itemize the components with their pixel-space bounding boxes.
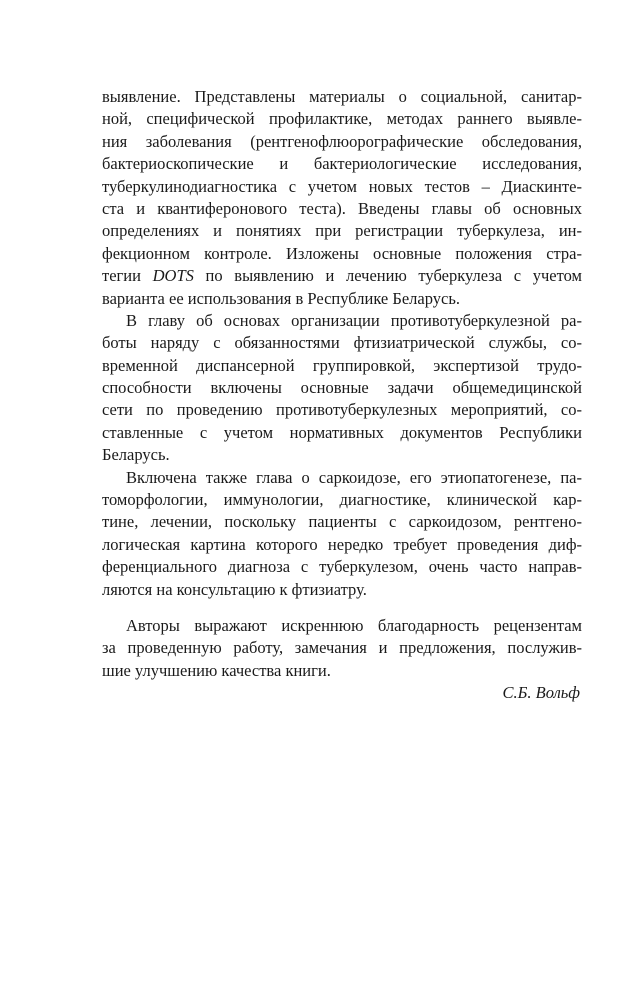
page-body: [102, 86, 582, 705]
text-line: В главу об основах организации противотуберкулезной ра-: [126, 310, 582, 330]
text-line: выявление. Представлены материалы о социальной, санитар-: [102, 87, 582, 106]
text-line: варианта ее использования в Республике Беларусь.: [102, 288, 460, 308]
text-fragment: по выявлению и лечению туберкулеза с учетом: [193, 266, 582, 286]
paragraph-sarcoidosis: [102, 467, 582, 601]
text-line: Авторы выражают искреннюю благодарность рецензентам: [126, 615, 582, 635]
text-line: определениях и понятиях при регистрации туберкулеза, ин-: [102, 221, 582, 241]
paragraph-organization: [102, 310, 582, 467]
text-line: логическая картина которого нередко требует проведения диф-: [102, 534, 582, 554]
text-line: Беларусь.: [102, 445, 170, 465]
text-line: томорфологии, иммунологии, диагностике, клинической кар-: [102, 490, 582, 510]
text-line: ной, специфической профилактике, методах раннего выявле-: [102, 109, 582, 129]
text-line: Включена также глава о саркоидозе, его этиопатогенезе, па-: [126, 467, 582, 487]
author-signature: С.Б. Вольф: [502, 683, 580, 703]
dots-term: DOTS: [152, 266, 194, 286]
text-line: фекционном контроле. Изложены основные положения стра-: [102, 243, 582, 263]
paragraph-acknowledgement: [102, 615, 582, 682]
text-line: сети по проведению противотуберкулезных мероприятий, со-: [102, 400, 582, 420]
text-line: бактериоскопические и бактериологические исследования,: [102, 154, 582, 174]
text-line: ляются на консультацию к фтизиатру.: [102, 579, 367, 599]
text-line: ния заболевания (рентгенофлюорографические обследования,: [102, 131, 582, 151]
text-line: тине, лечении, поскольку пациенты с саркоидозом, рентгено-: [102, 512, 582, 532]
text-line: за проведенную работу, замечания и предложения, послужив-: [102, 638, 582, 658]
text-line: временной диспансерной группировкой, экспертизой трудо-: [102, 355, 582, 375]
text-fragment: тегии: [102, 266, 153, 286]
text-line: ференциального диагноза с туберкулезом, очень часто направ-: [102, 557, 582, 577]
text-line: способности включены основные задачи общемедицинской: [102, 378, 582, 398]
text-line: ставленные с учетом нормативных документов Республики: [102, 422, 582, 442]
paragraph-intro: [102, 86, 582, 310]
text-line: ста и квантиферонового теста). Введены главы об основных: [102, 198, 582, 218]
text-line: боты наряду с обязанностями фтизиатрической службы, со-: [102, 333, 582, 353]
text-line-dots: [102, 265, 582, 287]
text-line: шие улучшению качества книги.: [102, 660, 331, 680]
paragraph-gap: [102, 601, 582, 615]
text-line: туберкулинодиагностика с учетом новых тестов – Диаскинте-: [102, 176, 582, 196]
